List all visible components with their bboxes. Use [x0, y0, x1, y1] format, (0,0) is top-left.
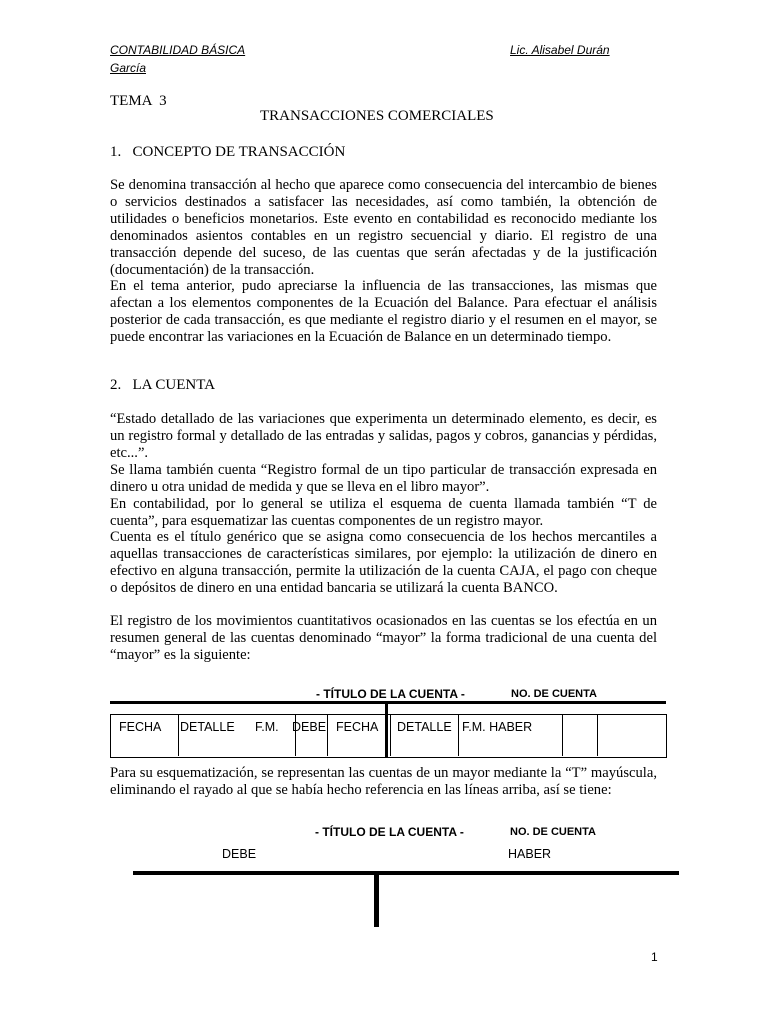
- section2-heading: 2. LA CUENTA: [110, 377, 216, 393]
- section1-paragraph-1: Se denomina transacción al hecho que aparece como consecuencia del intercambio de bienes o servicios destinados a satisfacer las necesidades, así como también, la obtención de utilidades o beneficios monetarios. Este evento en contabilidad es reconocido mediante los denominados asientos contables en un registro secuencial y diario. El registro de una transacción depende del suceso, de las cuentas que serán afectadas y de la justificación (documentación) de la transacción.: [110, 177, 657, 278]
- header-author-cont: García: [110, 61, 147, 75]
- ledger-col-divider: [327, 715, 328, 756]
- page-number: 1: [651, 950, 658, 964]
- section2-paragraph-4: Cuenta es el título genérico que se asigna como consecuencia de los hechos mercantiles a aquellas transacciones de características similares, por ejemplo: la utilización de dinero en efectivo en alguna transacción, permite la utilización de la cuenta CAJA, el pago con cheque o depósitos de dinero en una entidad bancaria se utilizará la cuenta BANCO.: [110, 529, 657, 596]
- t-account-title: - TÍTULO DE LA CUENTA -: [315, 825, 464, 839]
- header-subject: CONTABILIDAD BÁSICA: [110, 43, 246, 57]
- section2-paragraph-1: “Estado detallado de las variaciones que experimenta un determinado elemento, es decir, es un registro formal y detallado de las entradas y salidas, pagos y cobros, ganancias y pérdidas, etc...”.: [110, 411, 657, 461]
- ledger-col-divider: [390, 715, 391, 756]
- ledger-col-divider: [562, 715, 563, 756]
- ledger-col-debe: DEBE: [292, 720, 327, 734]
- section1-heading: 1. CONCEPTO DE TRANSACCIÓN: [110, 144, 346, 160]
- document-title: TRANSACCIONES COMERCIALES: [260, 108, 494, 124]
- t-account-intro-paragraph: Para su esquematización, se representan las cuentas de un mayor mediante la “T” mayúscula, eliminando el rayado al que se había hecho referencia en las líneas arriba, así se tiene:: [110, 765, 657, 798]
- t-account-vertical-bar: [374, 873, 379, 927]
- t-account-number: NO. DE CUENTA: [510, 826, 596, 838]
- t-account-haber-label: HABER: [508, 847, 552, 861]
- ledger-col-divider: [178, 715, 179, 756]
- ledger-col-divider: [458, 715, 459, 756]
- tema-label: TEMA 3: [110, 93, 167, 109]
- ledger-top-rule: [110, 701, 666, 704]
- section2-paragraph-2: Se llama también cuenta “Registro formal de un tipo particular de transacción expresada en dinero u otra unidad de medida y que se lleva en el libro mayor”.: [110, 462, 657, 495]
- ledger-col-fecha-haber: FECHA: [336, 720, 379, 734]
- ledger-account-number: NO. DE CUENTA: [511, 688, 597, 700]
- t-account-debe-label: DEBE: [222, 847, 257, 861]
- ledger-col-fecha-debe: FECHA: [119, 720, 162, 734]
- ledger-col-fm-haber: F.M. HABER: [462, 720, 533, 734]
- header-author: Lic. Alisabel Durán: [510, 43, 610, 57]
- t-account-horizontal-bar: [133, 871, 679, 875]
- ledger-col-detalle-debe: DETALLE: [180, 720, 235, 734]
- ledger-col-detalle-haber: DETALLE: [397, 720, 452, 734]
- section1-paragraph-2: En el tema anterior, pudo apreciarse la influencia de las transacciones, las mismas que afectan a los elementos componentes de la Ecuación del Balance. Para efectuar el análisis posterior de cada transacción, es que mediante el registro diario y el resumen en el mayor, se puede encontrar las variaciones en la Ecuación de Balance en un determinado tiempo.: [110, 278, 657, 345]
- section2-paragraph-3: En contabilidad, por lo general se utiliza el esquema de cuenta llamada también “T de cuenta”, para esquematizar las cuentas componentes de un registro mayor.: [110, 496, 657, 529]
- ledger-col-divider: [597, 715, 598, 756]
- section2-paragraph-5: El registro de los movimientos cuantitativos ocasionados en las cuentas se los efectúa en un resumen general de las cuentas denominado “mayor” la forma tradicional de una cuenta del “mayor” es la siguiente:: [110, 613, 657, 663]
- ledger-col-fm-debe: F.M.: [255, 720, 279, 734]
- ledger-title: - TÍTULO DE LA CUENTA -: [316, 687, 465, 701]
